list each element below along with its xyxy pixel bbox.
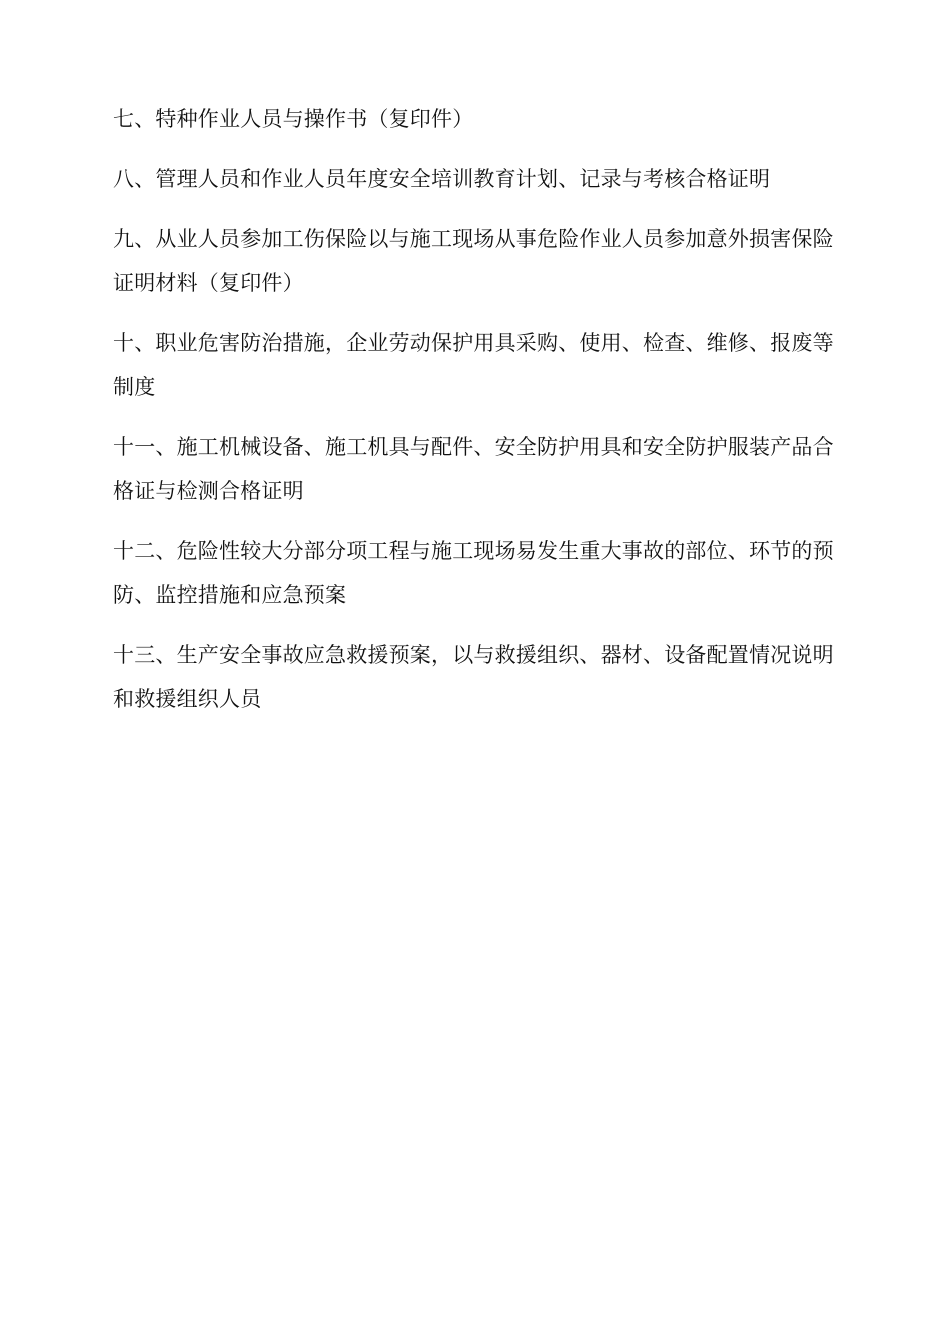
list-item-7: 七、特种作业人员与操作书（复印件） [113, 107, 474, 131]
list-item-8: 八、管理人员和作业人员年度安全培训教育计划、记录与考核合格证明 [113, 167, 771, 191]
list-item-11: 十一、施工机械设备、施工机具与配件、安全防护用具和安全防护服装产品合格证与检测合格证明 [113, 435, 834, 503]
list-item-12: 十二、危险性较大分部分项工程与施工现场易发生重大事故的部位、环节的预防、监控措施和应急预案 [113, 539, 834, 607]
list-item-9: 九、从业人员参加工伤保险以与施工现场从事危险作业人员参加意外损害保险证明材料（复印件） [113, 227, 834, 295]
document-body [113, 97, 853, 737]
list-item-13: 十三、生产安全事故应急救援预案，以与救援组织、器材、设备配置情况说明和救援组织人员 [113, 643, 834, 711]
list-item-10: 十、职业危害防治措施，企业劳动保护用具采购、使用、检查、维修、报废等制度 [113, 331, 834, 399]
